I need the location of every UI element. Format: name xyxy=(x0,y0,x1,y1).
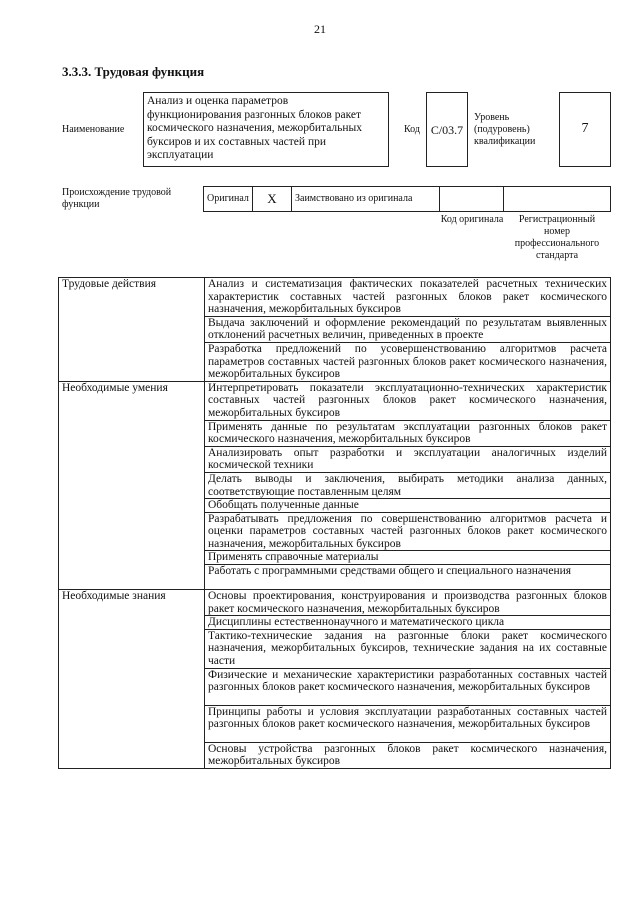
origin-label: Происхождение трудовой функции xyxy=(62,187,172,210)
table-row xyxy=(59,590,611,616)
function-details-table xyxy=(58,277,611,769)
section-title: 3.3.3. Трудовая функция xyxy=(62,64,205,79)
reg-number-caption: Регистрационный номер профессионального стандарта xyxy=(514,214,600,261)
table-cell: Основы проектирования, конструирования и производства разгонных блоков ракет космического назначения, межорбитальных буксиров xyxy=(205,590,611,616)
table-cell: Интерпретировать показатели эксплуатационно-технических характеристик составных частей разгонных блоков ракет космического назначения, межорбитальных буксиров xyxy=(205,381,611,420)
table-cell: Принципы работы и условия эксплуатации разработанных составных частей разгонных блоков ракет космического назначения, межорбитальных буксиров xyxy=(205,705,611,742)
origin-borrowed-cell: Заимствовано из оригинала xyxy=(291,186,440,212)
origin-code-cell xyxy=(439,186,504,212)
page-number: 21 xyxy=(314,22,326,36)
table-cell: Физические и механические характеристики разработанных составных частей разгонных блоков ракет космического назначения, межорбитальных буксиров xyxy=(205,668,611,705)
section-required-skills: Необходимые умения xyxy=(59,381,205,589)
table-cell: Делать выводы и заключения, выбирать методики анализа данных, соответствующие поставленным целям xyxy=(205,472,611,498)
code-original-caption: Код оригинала xyxy=(440,214,504,225)
table-cell: Анализ и систематизация фактических показателей расчетных технических характеристик составных частей разгонных блоков ракет космического назначения, межорбитальных буксиров xyxy=(205,278,611,317)
section-required-knowledge: Необходимые знания xyxy=(59,590,205,769)
origin-original-mark: X xyxy=(252,186,292,212)
function-code-box: C/03.7 xyxy=(426,92,468,167)
table-cell: Выдача заключений и оформление рекомендаций по результатам выявленных отклонений расчетных величин, приведенных в проекте xyxy=(205,316,611,342)
table-cell: Применять справочные материалы xyxy=(205,551,611,565)
table-cell: Основы устройства разгонных блоков ракет космического назначения, межорбитальных буксиров xyxy=(205,742,611,768)
table-row xyxy=(59,278,611,317)
naming-label: Наименование xyxy=(62,124,125,135)
qualification-level-box: 7 xyxy=(559,92,611,167)
table-cell: Применять данные по результатам эксплуатации разгонных блоков ракет космического назначения, межорбитальных буксиров xyxy=(205,420,611,446)
qualification-level-label: Уровень (подуровень) квалификации xyxy=(474,112,536,147)
table-cell: Разрабатывать предложения по совершенствованию алгоритмов расчета и оценки параметров составных частей разгонных блоков ракет космического назначения, межорбитальных буксиров xyxy=(205,512,611,551)
table-cell: Обобщать полученные данные xyxy=(205,499,611,513)
table-cell: Работать с программными средствами общего и специального назначения xyxy=(205,565,611,590)
table-cell: Дисциплины естественнонаучного и математического цикла xyxy=(205,616,611,630)
function-name-box: Анализ и оценка параметров функционирования разгонных блоков ракет космического назначения, межорбитальных буксиров и их составных частей при эксплуатации xyxy=(143,92,389,167)
origin-reg-number-cell xyxy=(503,186,611,212)
code-label: Код xyxy=(404,124,420,135)
origin-original-cell: Оригинал xyxy=(203,186,253,212)
section-labor-actions: Трудовые действия xyxy=(59,278,205,382)
table-row xyxy=(59,381,611,420)
table-cell: Анализировать опыт разработки и эксплуатации аналогичных изделий космической техники xyxy=(205,446,611,472)
table-cell: Разработка предложений по усовершенствованию алгоритмов расчета параметров составных частей разгонных блоков ракет космического назначения, межорбитальных буксиров xyxy=(205,342,611,381)
table-cell: Тактико-технические задания на разгонные блоки ракет космического назначения, межорбитальных буксиров, технические задания на их составные части xyxy=(205,629,611,668)
